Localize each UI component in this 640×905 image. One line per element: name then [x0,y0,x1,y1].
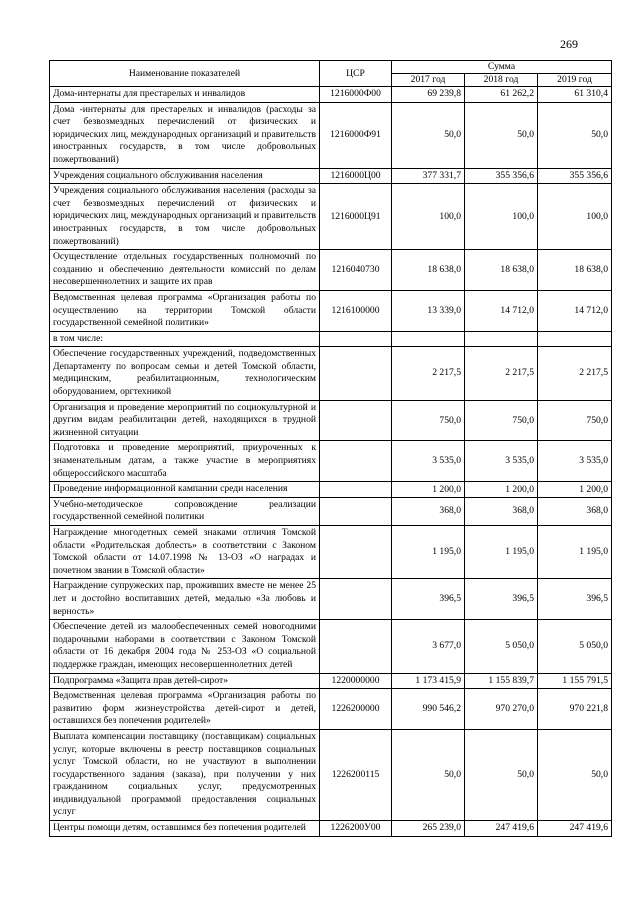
amount-cell: 750,0 [392,400,465,441]
amount-cell [392,331,465,347]
amount-cell: 61 310,4 [538,87,612,103]
indicator-name: Подготовка и проведение мероприятий, приуроченных к знаменательным датам, а также участие в мероприятиях общероссийского масштаба [50,441,320,482]
csr-code: 1226200У00 [320,821,392,837]
amount-cell: 2 217,5 [538,347,612,400]
csr-code [320,526,392,579]
amount-cell: 368,0 [538,497,612,525]
amount-cell: 265 239,0 [392,821,465,837]
indicator-name: Дома -интернаты для престарелых и инвалидов (расходы за счет безвозмездных перечислений от физических и юридических лиц, международных организаций и правительств иностранных государств, в том числе добровольных пожертвований) [50,102,320,168]
amount-cell: 396,5 [538,579,612,620]
csr-code [320,347,392,400]
amount-cell: 18 638,0 [465,250,538,291]
amount-cell: 1 200,0 [538,482,612,498]
table-row [50,729,612,820]
indicator-name: Осуществление отдельных государственных полномочий по созданию и обеспечению деятельности комиссий по делам несовершеннолетних и защите их прав [50,250,320,291]
csr-code: 1216000Ц91 [320,184,392,250]
csr-code [320,620,392,673]
amount-cell: 100,0 [538,184,612,250]
amount-cell: 1 200,0 [392,482,465,498]
csr-code: 1216040730 [320,250,392,291]
csr-code: 1226200115 [320,729,392,820]
amount-cell: 14 712,0 [465,290,538,331]
table-row [50,184,612,250]
amount-cell: 2 217,5 [465,347,538,400]
csr-code [320,497,392,525]
amount-cell: 100,0 [392,184,465,250]
csr-code: 1216000Ф00 [320,87,392,103]
amount-cell: 50,0 [538,102,612,168]
csr-code [320,331,392,347]
csr-code [320,482,392,498]
csr-code [320,441,392,482]
table-row [50,400,612,441]
csr-code: 1216000Ф91 [320,102,392,168]
amount-cell: 355 356,6 [538,168,612,184]
amount-cell: 1 195,0 [392,526,465,579]
amount-cell: 13 339,0 [392,290,465,331]
amount-cell: 2 217,5 [392,347,465,400]
table-row [50,673,612,689]
table-row [50,821,612,837]
header-sum: Сумма [392,61,612,74]
amount-cell: 1 155 839,7 [465,673,538,689]
header-name: Наименование показателей [50,61,320,87]
indicator-name: Учебно-методическое сопровождение реализации государственной семейной политики [50,497,320,525]
table-row [50,579,612,620]
csr-code: 1226200000 [320,689,392,730]
amount-cell: 5 050,0 [538,620,612,673]
amount-cell: 50,0 [392,102,465,168]
indicator-name: Награждение супружеских пар, проживших вместе не менее 25 лет и достойно воспитавших детей, медалью «За любовь и верность» [50,579,320,620]
indicator-name: Ведомственная целевая программа «Организация работы по осуществлению на территории Томской области государственной семейной политики» [50,290,320,331]
table-row [50,250,612,291]
indicator-name: Организация и проведение мероприятий по социокультурной и другим видам реабилитации детей, находящихся в трудной жизненной ситуации [50,400,320,441]
table-row [50,331,612,347]
amount-cell: 990 546,2 [392,689,465,730]
amount-cell: 377 331,7 [392,168,465,184]
amount-cell: 247 419,6 [538,821,612,837]
amount-cell: 355 356,6 [465,168,538,184]
amount-cell: 396,5 [392,579,465,620]
amount-cell: 50,0 [465,729,538,820]
indicator-name: Обеспечение государственных учреждений, подведомственных Департаменту по вопросам семьи и детей Томской области, медицинским, реабилитационным, технологическим оборудованием, оргтехникой [50,347,320,400]
indicator-name: Награждение многодетных семей знаками отличия Томской области «Родительская доблесть» в соответствии с Законом Томской области от 14.07.1998 № 13-ОЗ «О наградах и почетном звании в Томской области» [50,526,320,579]
indicator-name: в том числе: [50,331,320,347]
amount-cell: 396,5 [465,579,538,620]
amount-cell: 50,0 [538,729,612,820]
amount-cell: 1 200,0 [465,482,538,498]
indicator-name: Учреждения социального обслуживания населения (расходы за счет безвозмездных перечислений от физических и юридических лиц, международных организаций и правительств иностранных государств, в том числе добровольных пожертвований) [50,184,320,250]
amount-cell: 970 270,0 [465,689,538,730]
amount-cell [538,331,612,347]
table-row [50,441,612,482]
amount-cell: 3 535,0 [392,441,465,482]
amount-cell: 3 535,0 [538,441,612,482]
csr-code [320,400,392,441]
header-year: 2017 год [392,74,465,87]
header-year: 2019 год [538,74,612,87]
table-row [50,168,612,184]
indicator-name: Дома-интернаты для престарелых и инвалидов [50,87,320,103]
table-row [50,290,612,331]
amount-cell: 5 050,0 [465,620,538,673]
amount-cell: 14 712,0 [538,290,612,331]
indicator-name: Обеспечение детей из малообеспеченных семей новогодними подарочными наборами в соответствии с Законом Томской области от 16 декабря 2004 года № 253-ОЗ «О социальной поддержке граждан, имеющих несовершеннолетних детей [50,620,320,673]
amount-cell: 368,0 [392,497,465,525]
csr-code: 1216100000 [320,290,392,331]
amount-cell: 50,0 [465,102,538,168]
indicator-name: Ведомственная целевая программа «Организация работы по развитию форм жизнеустройства детей-сирот и детей, оставшихся без попечения родителей» [50,689,320,730]
csr-code [320,579,392,620]
page-number: 269 [560,37,578,51]
amount-cell: 18 638,0 [392,250,465,291]
amount-cell: 368,0 [465,497,538,525]
indicator-name: Выплата компенсации поставщику (поставщикам) социальных услуг, которые включены в реестр поставщиков социальных услуг Томской области, но не участвуют в выполнении государственного задания (заказа), при получении у них гражданином социальных услуг, предусмотренных индивидуальной программой предоставления социальных услуг [50,729,320,820]
csr-code: 1220000000 [320,673,392,689]
table-row [50,482,612,498]
amount-cell: 750,0 [465,400,538,441]
amount-cell: 1 195,0 [538,526,612,579]
amount-cell: 1 195,0 [465,526,538,579]
indicator-name: Учреждения социального обслуживания населения [50,168,320,184]
indicator-name: Центры помощи детям, оставшимся без попечения родителей [50,821,320,837]
amount-cell: 18 638,0 [538,250,612,291]
amount-cell: 3 535,0 [465,441,538,482]
amount-cell: 247 419,6 [465,821,538,837]
amount-cell: 50,0 [392,729,465,820]
indicator-name: Подпрограмма «Защита прав детей-сирот» [50,673,320,689]
indicator-name: Проведение информационной кампании среди населения [50,482,320,498]
amount-cell: 61 262,2 [465,87,538,103]
header-csr: ЦСР [320,61,392,87]
table-row [50,689,612,730]
amount-cell: 970 221,8 [538,689,612,730]
table-row [50,347,612,400]
amount-cell: 1 155 791,5 [538,673,612,689]
budget-table [49,60,612,837]
amount-cell: 750,0 [538,400,612,441]
amount-cell: 100,0 [465,184,538,250]
table-row [50,497,612,525]
amount-cell: 1 173 415,9 [392,673,465,689]
table-row [50,87,612,103]
table-row [50,526,612,579]
amount-cell: 69 239,8 [392,87,465,103]
table-row [50,620,612,673]
header-year: 2018 год [465,74,538,87]
csr-code: 1216000Ц00 [320,168,392,184]
amount-cell [465,331,538,347]
amount-cell: 3 677,0 [392,620,465,673]
table-row [50,102,612,168]
